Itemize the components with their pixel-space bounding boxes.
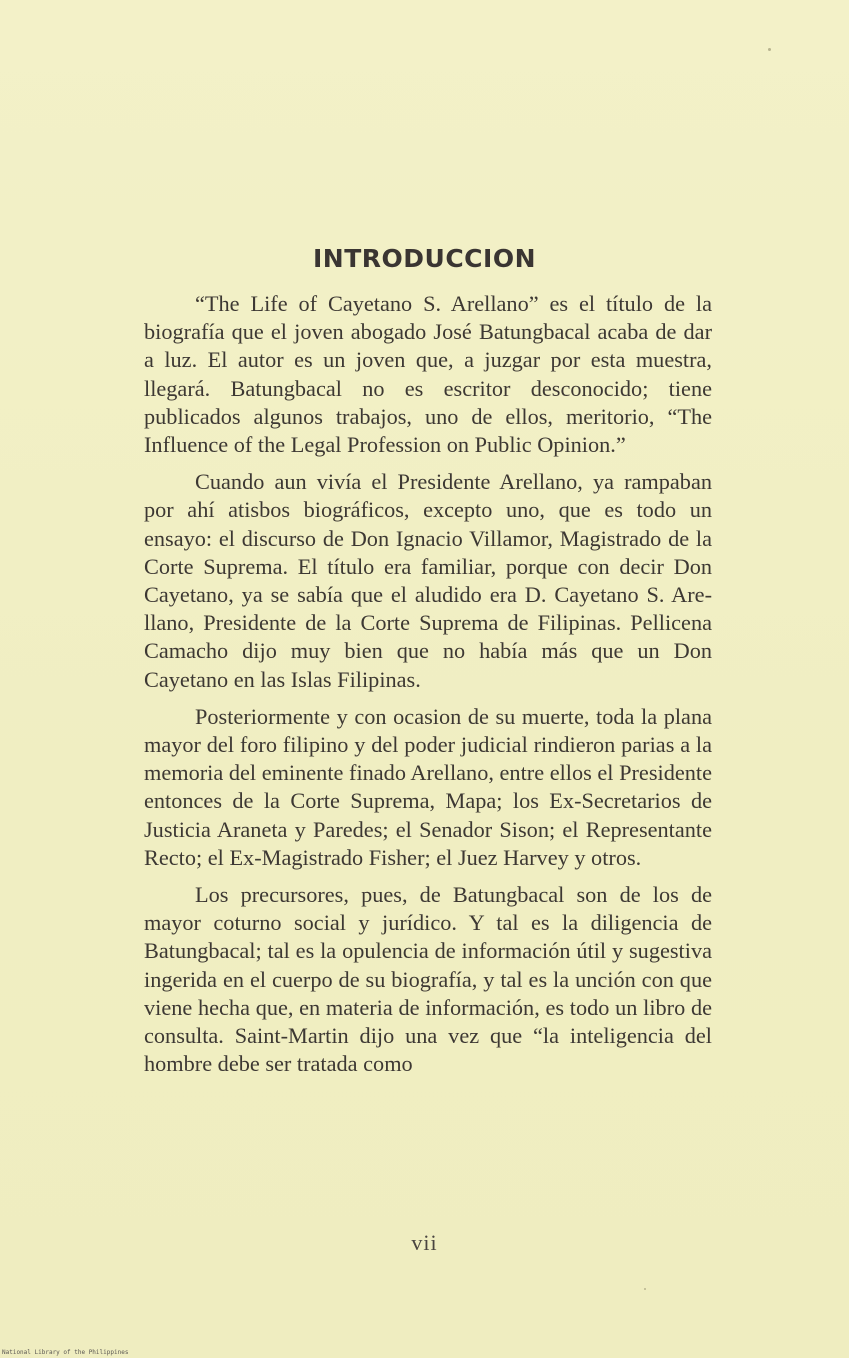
page-number: vii [411,1230,438,1255]
body-text [144,290,712,1087]
paragraph: Los precursores, pues, de Batungbacal son de los de mayor coturno social y jurídico. Y tal es la diligencia de Batungbacal; tal es la opulencia de información útil y sugestiva ingerida en el cuerpo de su biografía, y tal es la unción con que viene hecha que, en materia de información, es todo un libro de consulta. Saint-Martin dijo una vez que “la inteligencia del hombre debe ser tratada como [144,882,712,1077]
footer-credit: National Library of the Philippines [2,1349,129,1356]
page-speck [644,1288,646,1290]
page-speck [768,48,771,51]
page-title: INTRODUCCION [312,244,536,273]
paragraph: “The Life of Cayetano S. Arellano” es el título de la biografía que el joven abogado José Batungbacal acaba de dar a luz. El autor es un joven que, a juzgar por esta muestra, llegará. Batungbacal no es escritor desconocido; tiene publicados algunos trabajos, uno de ellos, meritorio, “The Influence of the Legal Profession on Public Opinion.” [144,291,712,458]
paragraph: Cuando aun vivía el Presidente Arellano, ya rampaban por ahí atisbos biográficos, excepto uno, que es todo un ensayo: el discurso de Don Ignacio Villamor, Magistrado de la Corte Suprema. El título era familiar, porque con decir Don Cayetano, ya se sabía que el aludido era D. Cayetano S. Arellano, Presidente de la Corte Suprema de Filipinas. Pellicena Camacho dijo muy bien que no había más que un Don Cayetano en las Islas Filipinas. [144,469,712,692]
paragraph: Posteriormente y con ocasion de su muerte, toda la plana mayor del foro filipino y del poder judicial rindieron parias a la memoria del eminente finado Arellano, entre ellos el Presidente entonces de la Corte Suprema, Mapa; los Ex-Secretarios de Justicia Araneta y Paredes; el Senador Sison; el Representante Recto; el Ex-Magistrado Fisher; el Juez Harvey y otros. [144,703,712,870]
